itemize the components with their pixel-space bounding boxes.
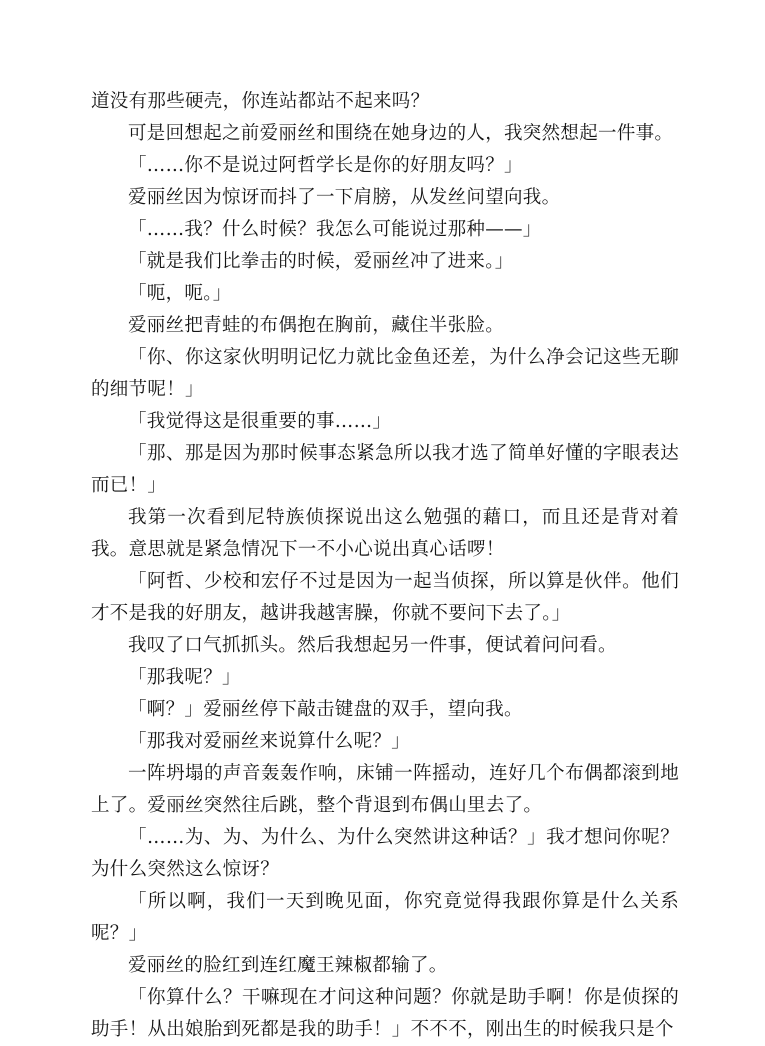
paragraph: 爱丽丝因为惊讶而抖了一下肩膀，从发丝问望向我。 <box>128 187 561 208</box>
novel-page <box>91 86 679 1046</box>
paragraph-continued: 道没有那些硬壳，你连站都站不起来吗？ <box>91 91 430 112</box>
paragraph: 爱丽丝的脸红到连红魔王辣椒都输了。 <box>128 955 448 976</box>
paragraph: 「啊？」爱丽丝停下敲击键盘的双手，望向我。 <box>128 699 523 720</box>
paragraph: 「我觉得这是很重要的事……」 <box>128 411 392 432</box>
paragraph: 「阿哲、少校和宏仔不过是因为一起当侦探，所以算是伙伴。他们才不是我的好朋友，越讲我越害臊，你就不要问下去了。」 <box>91 571 679 624</box>
paragraph: 「那我呢？」 <box>128 667 241 688</box>
paragraph: 「就是我们比拳击的时候，爱丽丝冲了进来。」 <box>128 251 514 272</box>
paragraph: 「所以啊，我们一天到晚见面，你究竟觉得我跟你算是什么关系呢？」 <box>91 891 679 944</box>
paragraph: 我叹了口气抓抓头。然后我想起另一件事，便试着问问看。 <box>128 635 617 656</box>
paragraph: 可是回想起之前爱丽丝和围绕在她身边的人，我突然想起一件事。 <box>128 123 674 144</box>
paragraph: 「那、那是因为那时候事态紧急所以我才选了简单好懂的字眼表达而已！」 <box>91 443 679 496</box>
paragraph: 我第一次看到尼特族侦探说出这么勉强的藉口，而且还是背对着我。意思就是紧急情况下一不小心说出真心话啰！ <box>91 507 679 560</box>
paragraph: 一阵坍塌的声音轰轰作响，床铺一阵摇动，连好几个布偶都滚到地上了。爱丽丝突然往后跳，整个背退到布偶山里去了。 <box>91 763 679 816</box>
paragraph: 「你、你这家伙明明记忆力就比金鱼还差，为什么净会记这些无聊的细节呢！」 <box>91 347 679 400</box>
paragraph: 「你算什么？干嘛现在才问这种问题？你就是助手啊！你是侦探的助手！从出娘胎到死都是我的助手！」不不不，刚出生的时候我只是个 <box>91 987 679 1040</box>
paragraph: 「……为、为、为什么、为什么突然讲这种话？」我才想问你呢？为什么突然这么惊讶？ <box>91 827 679 880</box>
paragraph: 爱丽丝把青蛙的布偶抱在胸前，藏住半张脸。 <box>128 315 505 336</box>
paragraph: 「呃，呃。」 <box>128 283 232 304</box>
paragraph: 「……你不是说过阿哲学长是你的好朋友吗？」 <box>128 155 523 176</box>
paragraph: 「……我？什么时候？我怎么可能说过那种——」 <box>128 219 542 240</box>
paragraph: 「那我对爱丽丝来说算什么呢？」 <box>128 731 411 752</box>
